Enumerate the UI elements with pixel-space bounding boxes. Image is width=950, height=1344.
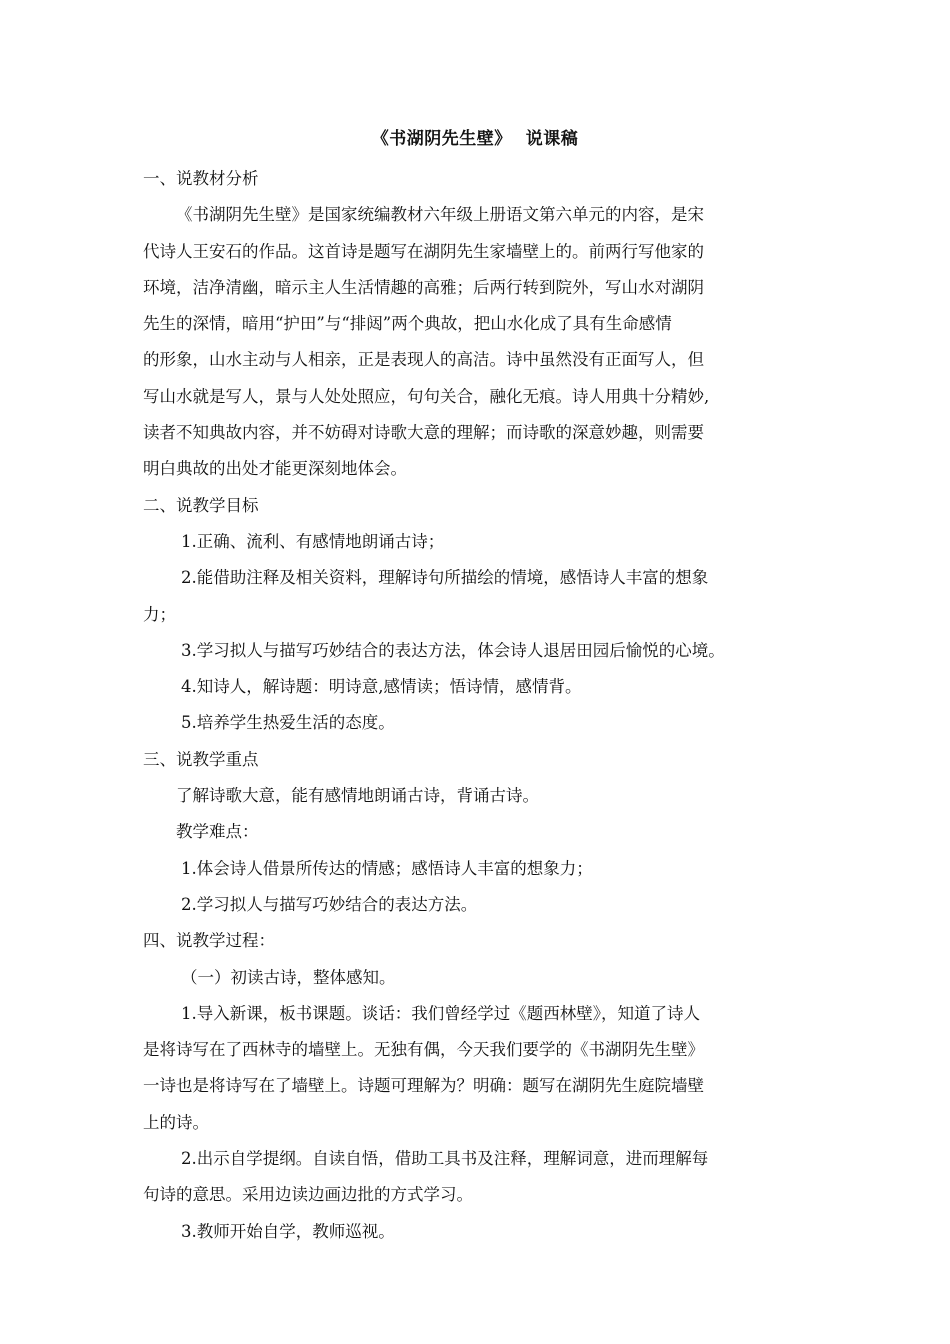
section-heading: 一、说教材分析	[143, 169, 259, 188]
paragraph-line: 读者不知典故内容，并不妨碍对诗歌大意的理解；而诗歌的深意妙趣，则需要	[143, 423, 704, 443]
paragraph-line: 明白典故的出处才能更深刻地体会。	[143, 459, 407, 479]
list-item: 3.教师开始自学，教师巡视。	[181, 1221, 395, 1241]
section-heading: 四、说教学过程：	[143, 931, 275, 951]
list-item: 1.导入新课，板书课题。谈话：我们曾经学过《题西林壁》，知道了诗人	[181, 1003, 700, 1023]
subheading: 教学难点：	[176, 822, 259, 842]
paragraph-line: 的形象，山水主动与人相亲，正是表现人的高洁。诗中虽然没有正面写人，但	[143, 350, 704, 370]
section-heading: 二、说教学目标	[143, 495, 259, 515]
document-title	[0, 124, 950, 149]
list-item: 4.知诗人，解诗题：明诗意,感情读；悟诗情，感情背。	[181, 677, 582, 697]
paragraph-line: 上的诗。	[143, 1112, 209, 1132]
list-item: 2.出示自学提纲。自读自悟，借助工具书及注释，理解词意，进而理解每	[181, 1149, 709, 1169]
list-item-continuation: 力；	[143, 604, 176, 624]
list-item: 1.体会诗人借景所传达的情感；感悟诗人丰富的想象力；	[181, 858, 593, 878]
paragraph-line: 写山水就是写人，景与人处处照应，句句关合，融化无痕。诗人用典十分精妙,	[143, 386, 710, 406]
list-item: 1.正确、流利、有感情地朗诵古诗；	[181, 531, 445, 551]
subsection-heading: （一）初读古诗，整体感知。	[181, 967, 396, 987]
paragraph-line: 环境，洁净清幽，暗示主人生活情趣的高雅；后两行转到院外，写山水对湖阴	[143, 277, 704, 297]
paragraph-line: 句诗的意思。采用边读边画边批的方式学习。	[143, 1185, 473, 1205]
title-main: 《书湖阴先生壁》	[371, 129, 512, 149]
paragraph-line: 代诗人王安石的作品。这首诗是题写在湖阴先生家墙壁上的。前两行写他家的	[143, 241, 704, 261]
list-item: 2.学习拟人与描写巧妙结合的表达方法。	[181, 894, 478, 914]
title-suffix: 说课稿	[525, 129, 579, 149]
paragraph-line: 先生的深情，暗用“护田”与“排闼”两个典故，把山水化成了具有生命感情	[143, 314, 672, 334]
list-item: 2.能借助注释及相关资料，理解诗句所描绘的情境，感悟诗人丰富的想象	[181, 568, 709, 588]
paragraph-line: 是将诗写在了西林寺的墙壁上。无独有偶，今天我们要学的《书湖阴先生壁》	[143, 1040, 704, 1060]
paragraph-line: 一诗也是将诗写在了墙壁上。诗题可理解为？明确：题写在湖阴先生庭院墙壁	[143, 1076, 704, 1096]
paragraph-line: 《书湖阴先生壁》是国家统编教材六年级上册语文第六单元的内容，是宋	[176, 205, 704, 225]
section-heading: 三、说教学重点	[143, 749, 259, 769]
list-item: 5.培养学生热爱生活的态度。	[181, 713, 395, 733]
paragraph-line: 了解诗歌大意，能有感情地朗诵古诗，背诵古诗。	[176, 786, 539, 806]
list-item: 3.学习拟人与描写巧妙结合的表达方法，体会诗人退居田园后愉悦的心境。	[181, 640, 725, 660]
document-body	[143, 161, 803, 1250]
